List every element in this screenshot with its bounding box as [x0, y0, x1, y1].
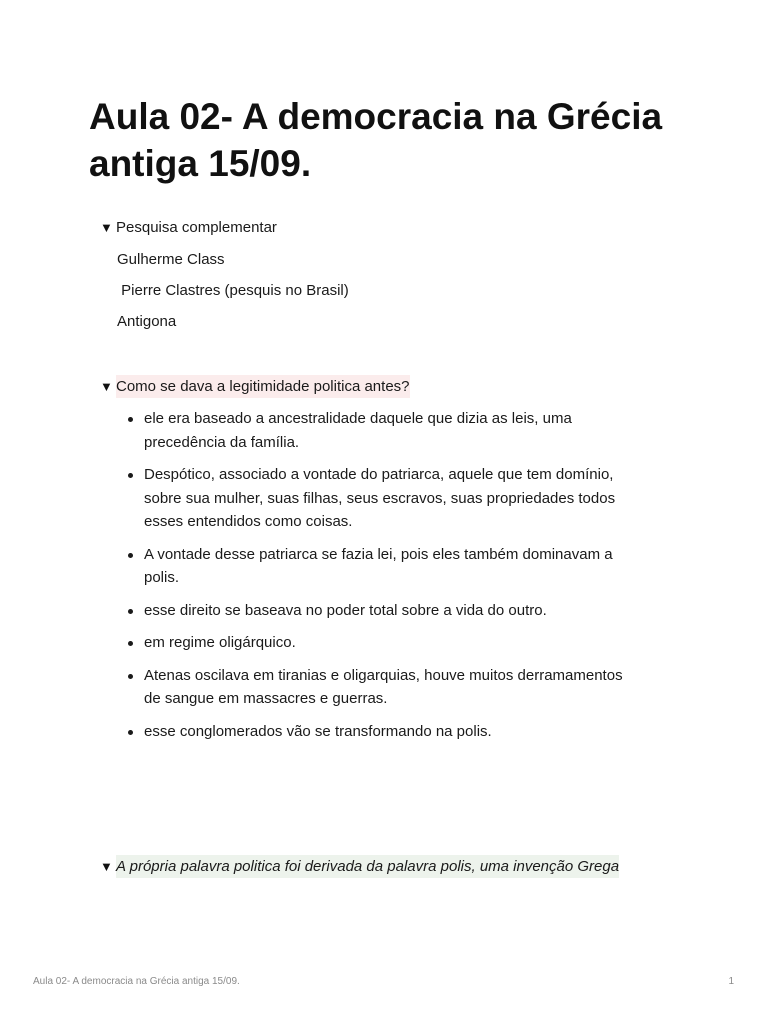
list-item-text: A vontade desse patriarca se fazia lei, pois eles também dominavam a polis. — [144, 545, 613, 586]
footer-page-number: 1 — [728, 976, 734, 987]
toggle-header[interactable] — [100, 375, 640, 398]
toggle-heading: Pesquisa complementar — [116, 219, 277, 236]
bullet-list — [100, 407, 640, 743]
list-item-text: em regime oligárquico. — [144, 634, 296, 651]
toggle-palavra-politica — [100, 855, 619, 878]
list-item-text: ele era baseado a ancestralidade daquele que dizia as leis, uma precedência da família. — [144, 410, 572, 451]
list-item — [100, 664, 640, 711]
toggle-header[interactable] — [100, 855, 619, 878]
text-line: Antigona — [117, 313, 177, 330]
list-item — [100, 631, 640, 655]
list-item — [100, 463, 640, 534]
list-item — [100, 543, 640, 590]
toggle-heading: Como se dava a legitimidade politica antes? — [116, 375, 410, 398]
bullet-icon — [128, 641, 133, 646]
list-item-text: esse direito se baseava no poder total sobre a vida do outro. — [144, 601, 547, 619]
bullet-icon — [128, 553, 133, 558]
text-line: Gulherme Class — [117, 251, 225, 268]
toggle-pesquisa-complementar — [100, 216, 349, 337]
list-item — [100, 599, 640, 623]
toggle-header[interactable] — [100, 216, 349, 239]
bullet-icon — [128, 730, 133, 735]
list-item-text: esse conglomerados vão se transformando na polis. — [144, 722, 492, 740]
toggle-content — [100, 244, 349, 337]
toggle-triangle-icon[interactable]: ▼ — [100, 379, 113, 394]
bullet-icon — [128, 609, 133, 614]
bullet-icon — [128, 473, 133, 478]
toggle-triangle-icon[interactable]: ▼ — [100, 220, 113, 235]
list-item-text: Atenas oscilava em tiranias e oligarquias, houve muitos derramamentos de sangue em massacres e guerras. — [144, 666, 623, 707]
list-item — [100, 407, 640, 454]
list-item-text: Despótico, associado a vontade do patriarca, aquele que tem domínio, sobre sua mulher, suas filhas, seus escravos, suas propriedades todos esses entendidos como coisas. — [144, 466, 616, 530]
toggle-heading: A própria palavra politica foi derivada da palavra polis, uma invenção Grega — [116, 855, 619, 878]
bullet-icon — [128, 674, 133, 679]
page-title: Aula 02- A democracia na Grécia antiga 15/09. — [89, 96, 663, 184]
text-line: Pierre Clastres (pesquis no Brasil) — [117, 282, 349, 299]
toggle-triangle-icon[interactable]: ▼ — [100, 859, 113, 874]
toggle-legitimidade-politica — [100, 375, 640, 752]
list-item — [100, 720, 640, 744]
bullet-icon — [128, 417, 133, 422]
footer-title: Aula 02- A democracia na Grécia antiga 15/09. — [33, 976, 240, 987]
